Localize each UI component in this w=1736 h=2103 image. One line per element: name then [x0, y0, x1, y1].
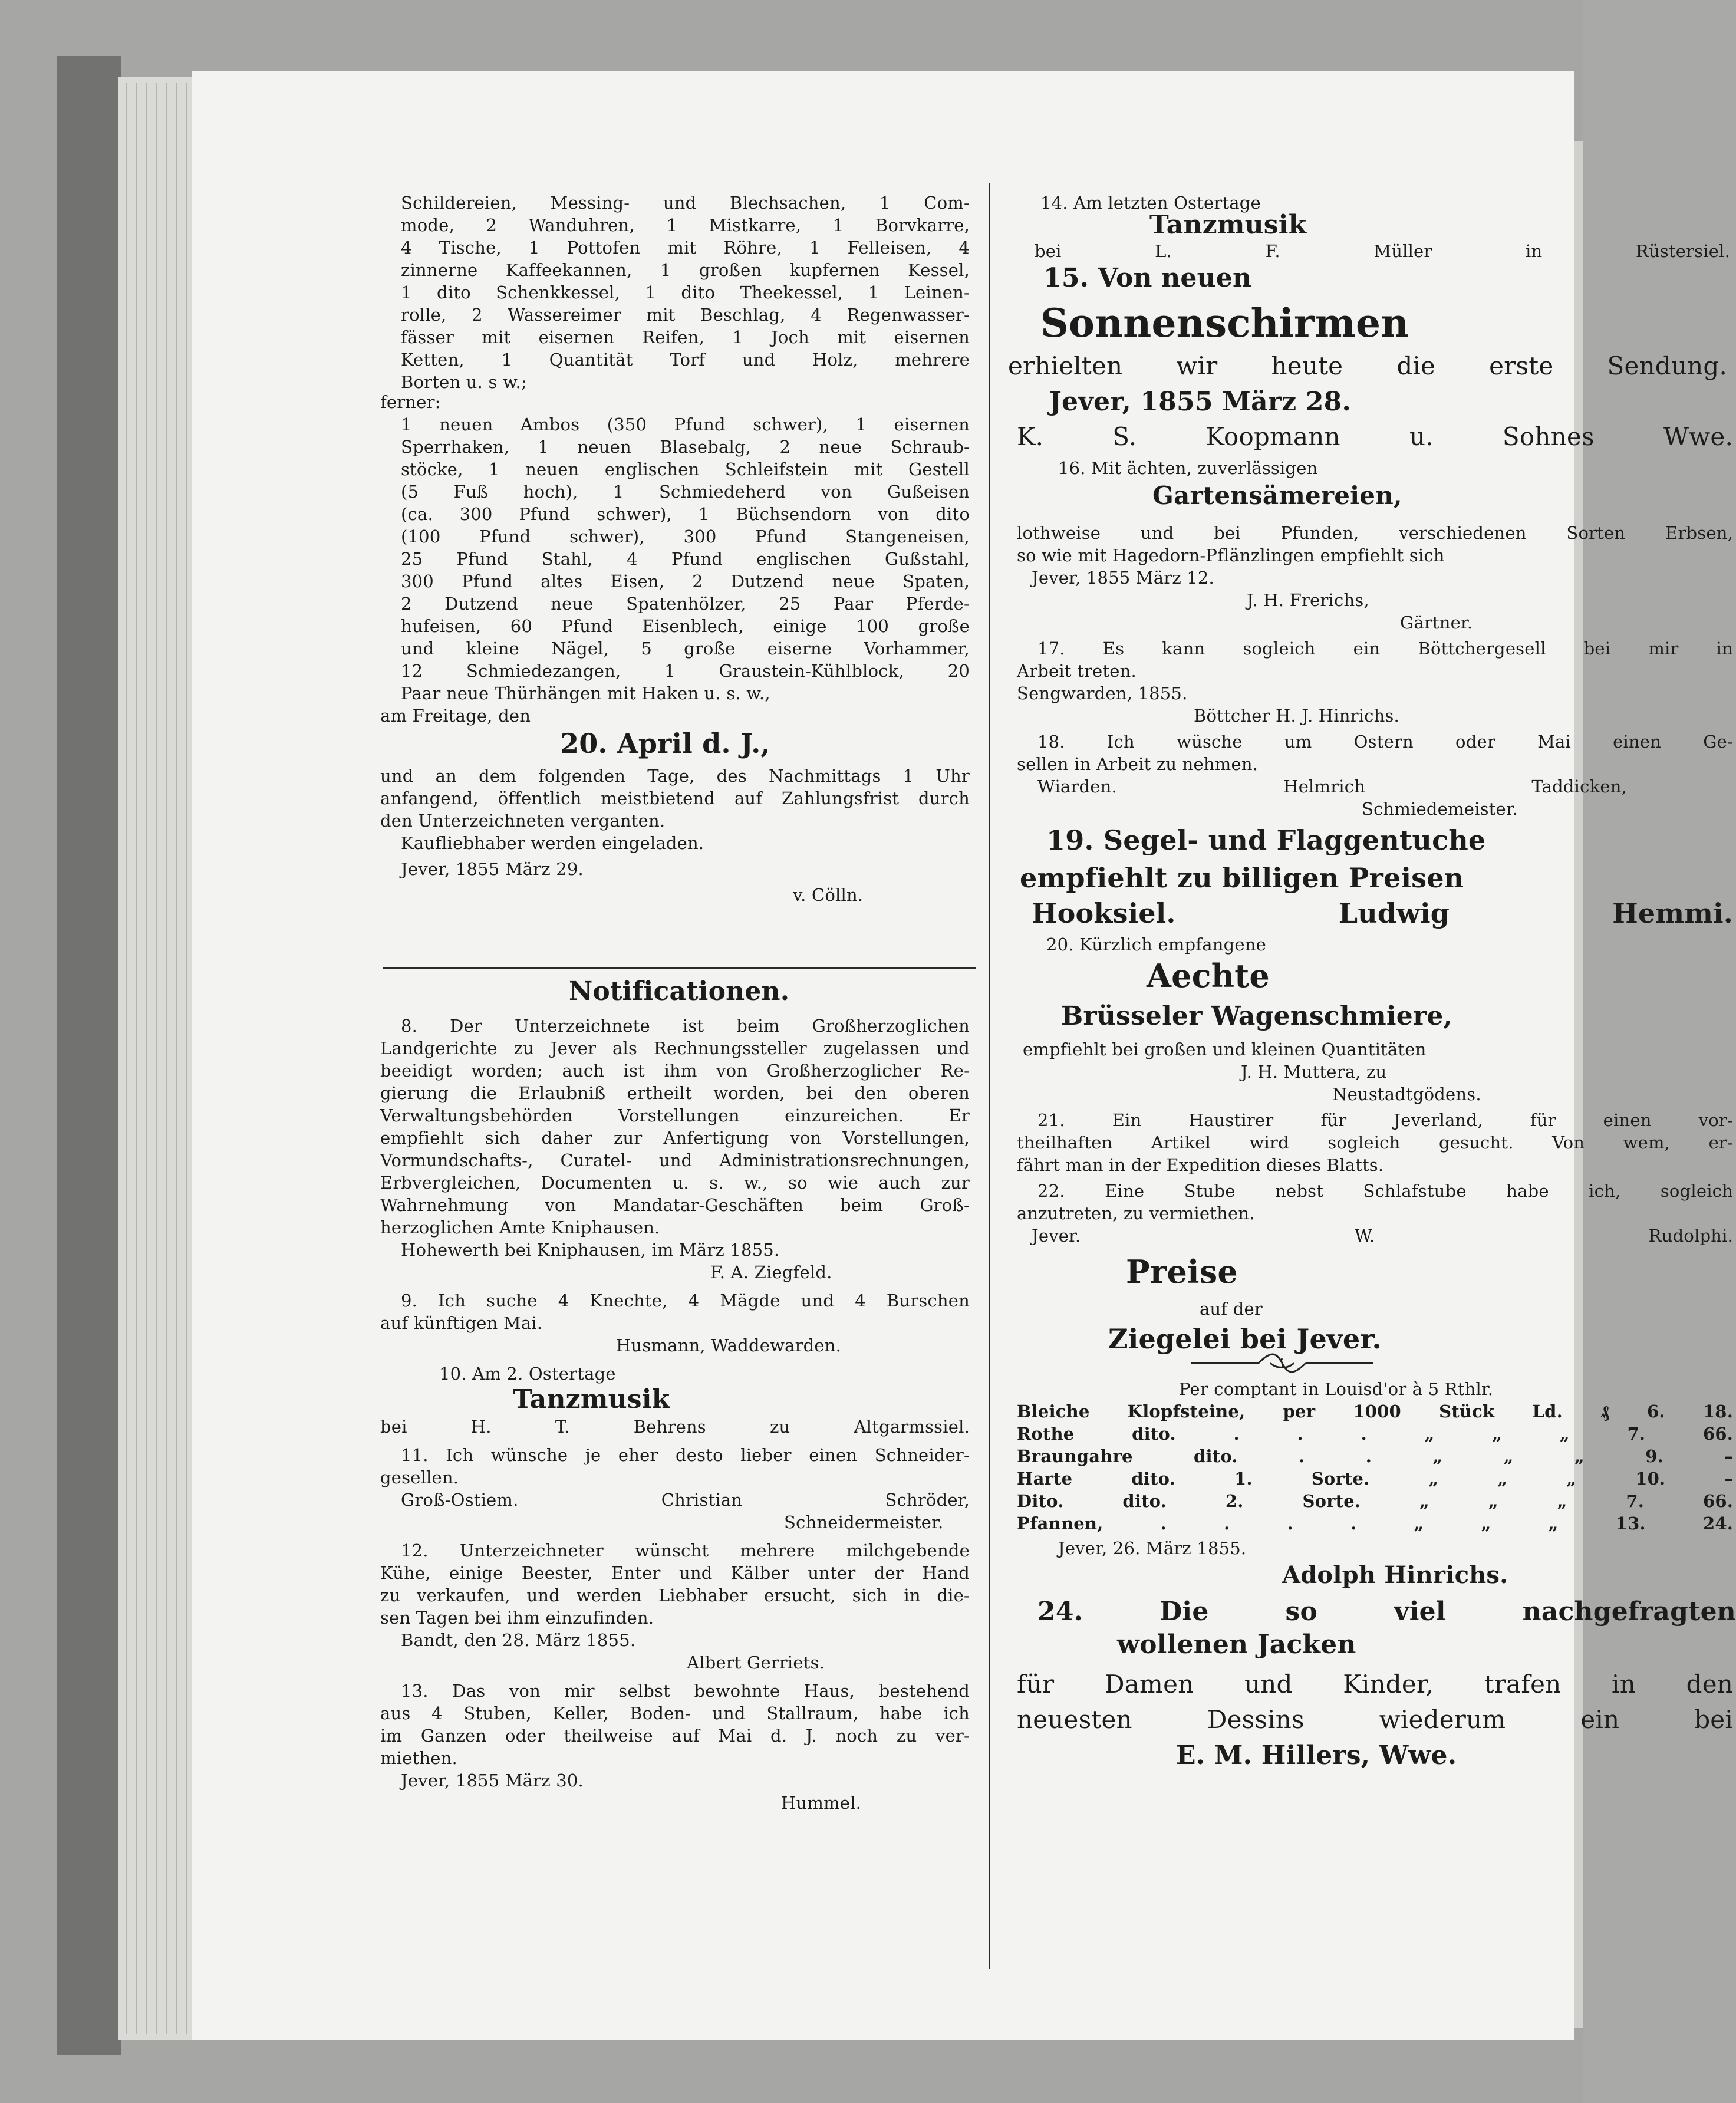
left-col-line-42: Hohewerth bei Kniphausen, im März 1855. — [401, 1240, 780, 1260]
right-col-line-32: 21. Ein Haustirer für Jeverland, für einen vor- — [1037, 1110, 1733, 1130]
left-col-line-6: fässer mit eisernen Reifen, 1 Joch mit eisernen — [401, 327, 970, 347]
left-col-line-59: Albert Gerriets. — [687, 1653, 825, 1673]
left-col-line-41: herzoglichen Amte Kniphausen. — [380, 1217, 660, 1238]
right-col-line-40: Ziegelei bei Jever. — [1108, 1323, 1382, 1355]
left-col-line-33: Landgerichte zu Jever als Rechnungssteller zugelassen und — [380, 1038, 970, 1058]
right-col-line-49: Adolph Hinrichs. — [1282, 1561, 1508, 1589]
left-col-line-4: 1 dito Schenkkessel, 1 dito Theekessel, 1 Leinen- — [401, 282, 970, 302]
left-col-line-54: 12. Unterzeichneter wünscht mehrere milchgebende — [401, 1541, 970, 1561]
left-col-line-11: Sperrhaken, 1 neuen Blasebalg, 2 neue Schraub- — [401, 437, 970, 457]
left-col-line-8: Borten u. s w.; — [401, 372, 527, 392]
left-col-line-36: Verwaltungsbehörden Vorstellungen einzureichen. Er — [380, 1105, 970, 1125]
right-col-line-30: J. H. Muttera, zu — [1241, 1062, 1387, 1082]
left-col-line-24: 20. April d. J., — [560, 728, 770, 759]
right-col-line-27: Aechte — [1147, 957, 1270, 995]
right-col-line-22: Schmiedemeister. — [1362, 799, 1518, 819]
left-col-line-49: bei H. T. Behrens zu Altgarmssiel. — [380, 1417, 970, 1437]
left-col-line-28: Kaufliebhaber werden eingeladen. — [401, 833, 704, 853]
left-col-line-61: aus 4 Stuben, Keller, Boden- und Stallraum, habe ich — [380, 1703, 970, 1723]
left-col-line-5: rolle, 2 Wassereimer mit Beschlag, 4 Regenwasser- — [401, 305, 970, 325]
left-col-line-46: Husmann, Waddewarden. — [616, 1335, 842, 1355]
right-col-line-3: 15. Von neuen — [1043, 263, 1252, 293]
left-col-line-1: mode, 2 Wanduhren, 1 Mistkarre, 1 Borvkarre, — [401, 215, 970, 235]
left-col-line-29: Jever, 1855 März 29. — [401, 859, 584, 879]
left-col-line-13: (5 Fuß hoch), 1 Schmiedeherd von Gußeisen — [401, 482, 970, 502]
left-col-line-14: (ca. 300 Pfund schwer), 1 Büchsendorn von dito — [401, 504, 970, 524]
left-col-line-51: gesellen. — [380, 1467, 459, 1487]
right-col-line-1: Tanzmusik — [1149, 210, 1307, 240]
right-col-line-11: so wie mit Hagedorn-Pflänzlingen empfiehlt sich — [1017, 545, 1445, 565]
right-col-line-54: E. M. Hillers, Wwe. — [1176, 1740, 1457, 1770]
left-col-line-10: 1 neuen Ambos (350 Pfund schwer), 1 eisernen — [401, 414, 970, 435]
left-col-line-50: 11. Ich wünsche je eher desto lieber einen Schneider- — [401, 1445, 970, 1465]
right-col-line-10: lothweise und bei Pfunden, verschiedenen Sorten Erbsen, — [1017, 523, 1733, 543]
left-col-line-20: und kleine Nägel, 5 große eiserne Vorhammer, — [401, 639, 970, 659]
right-col-line-29: empfiehlt bei großen und kleinen Quantitäten — [1023, 1039, 1427, 1059]
right-col-line-15: 17. Es kann sogleich ein Böttchergesell bei mir in — [1037, 639, 1733, 659]
ornament-divider-icon — [1188, 1351, 1376, 1375]
left-col-line-56: zu verkaufen, und werden Liebhaber ersucht, sich in die- — [380, 1585, 970, 1605]
right-col-line-53: neuesten Dessins wiederum ein bei — [1017, 1705, 1733, 1734]
left-col-line-9: ferner: — [380, 392, 441, 412]
left-col-line-45: auf künftigen Mai. — [380, 1313, 543, 1333]
section-rule — [383, 967, 976, 969]
right-col-line-0: 14. Am letzten Ostertage — [1040, 193, 1261, 213]
left-col-line-35: gierung die Erlaubniß ertheilt worden, bei den oberen — [380, 1083, 970, 1103]
left-col-line-26: anfangend, öffentlich meistbietend auf Zahlungsfrist durch — [380, 788, 970, 808]
right-col-line-5: erhielten wir heute die erste Sendung. — [1008, 351, 1727, 380]
left-col-line-22: Paar neue Thürhängen mit Haken u. s. w., — [401, 683, 770, 703]
right-col-line-38: Preise — [1126, 1253, 1238, 1291]
right-col-line-36: anzutreten, zu vermiethen. — [1017, 1203, 1255, 1223]
left-col-line-63: miethen. — [380, 1748, 457, 1768]
right-col-line-28: Brüsseler Wagenschmiere, — [1061, 1001, 1453, 1031]
left-col-line-62: im Ganzen oder theilweise auf Mai d. J. noch zu ver- — [380, 1726, 970, 1746]
right-col-line-19: 18. Ich wüsche um Ostern oder Mai einen Ge- — [1037, 732, 1733, 752]
right-col-line-14: Gärtner. — [1400, 613, 1473, 633]
right-col-line-9: Gartensämereien, — [1152, 481, 1402, 510]
left-col-line-31: Notificationen. — [569, 976, 790, 1006]
left-col-line-17: 300 Pfund altes Eisen, 2 Dutzend neue Spaten, — [401, 571, 970, 591]
left-col-line-34: beeidigt worden; auch ist ihm von Großherzoglicher Re- — [380, 1061, 970, 1081]
newspaper-page — [192, 71, 1736, 2040]
right-col-line-20: sellen in Arbeit zu nehmen. — [1017, 754, 1259, 774]
left-col-line-21: 12 Schmiedezangen, 1 Graustein-Kühlblock, 20 — [401, 661, 970, 681]
right-col-line-45: Harte dito. 1. Sorte. „ „ „ 10. – — [1017, 1469, 1733, 1489]
right-col-line-37: Jever. W. Rudolphi. — [1032, 1226, 1733, 1246]
right-col-line-42: Bleiche Klopfsteine, per 1000 Stück Ld. ₰ 6. 18. — [1017, 1401, 1733, 1421]
left-col-line-15: (100 Pfund schwer), 300 Pfund Stangeneisen, — [401, 526, 970, 547]
left-col-line-53: Schneidermeister. — [784, 1512, 944, 1532]
right-col-line-7: K. S. Koopmann u. Sohnes Wwe. — [1017, 422, 1733, 451]
left-col-line-32: 8. Der Unterzeichnete ist beim Großherzoglichen — [401, 1016, 970, 1036]
right-col-line-43: Rothe dito. . . . „ „ „ 7. 66. — [1017, 1424, 1733, 1444]
right-col-line-26: 20. Kürzlich empfangene — [1046, 934, 1266, 955]
right-col-line-31: Neustadtgödens. — [1332, 1084, 1481, 1104]
right-col-line-52: für Damen und Kinder, trafen in den — [1017, 1670, 1733, 1699]
right-col-line-2: bei L. F. Müller in Rüstersiel. — [1035, 241, 1730, 261]
left-col-line-43: F. A. Ziegfeld. — [710, 1262, 832, 1282]
left-col-line-23: am Freitage, den — [380, 706, 531, 726]
left-col-line-0: Schildereien, Messing- und Blechsachen, 1 Com- — [401, 193, 970, 213]
left-col-line-44: 9. Ich suche 4 Knechte, 4 Mägde und 4 Burschen — [401, 1291, 970, 1311]
right-col-line-21: Wiarden. Helmrich Taddicken, — [1037, 776, 1627, 797]
right-col-line-13: J. H. Frerichs, — [1247, 590, 1369, 610]
column-divider — [989, 183, 990, 1969]
right-col-line-8: 16. Mit ächten, zuverlässigen — [1058, 458, 1318, 478]
right-col-line-23: 19. Segel- und Flaggentuche — [1046, 824, 1486, 856]
right-col-line-44: Braungahre dito. . . „ „ „ 9. – — [1017, 1446, 1733, 1466]
right-col-line-51: wollenen Jacken — [1117, 1630, 1356, 1660]
right-col-line-34: fährt man in der Expedition dieses Blatts. — [1017, 1155, 1384, 1175]
left-col-line-64: Jever, 1855 März 30. — [401, 1770, 584, 1791]
left-col-line-60: 13. Das von mir selbst bewohnte Haus, bestehend — [401, 1681, 970, 1701]
left-col-line-2: 4 Tische, 1 Pottofen mit Röhre, 1 Felleisen, 4 — [401, 238, 970, 258]
right-col-line-6: Jever, 1855 März 28. — [1049, 387, 1352, 417]
left-col-line-52: Groß-Ostiem. Christian Schröder, — [401, 1490, 970, 1510]
left-col-line-47: 10. Am 2. Ostertage — [439, 1364, 616, 1384]
left-col-line-48: Tanzmusik — [513, 1384, 670, 1414]
left-col-line-40: Wahrnehmung von Mandatar-Geschäften beim Groß- — [380, 1195, 970, 1215]
right-col-line-41: Per comptant in Louisd'or à 5 Rthlr. — [1179, 1379, 1494, 1399]
left-col-line-57: sen Tagen bei ihm einzufinden. — [380, 1608, 654, 1628]
left-col-line-37: empfiehlt sich daher zur Anfertigung von Vorstellungen, — [380, 1128, 970, 1148]
left-col-line-65: Hummel. — [781, 1793, 862, 1813]
right-col-line-48: Jever, 26. März 1855. — [1058, 1538, 1247, 1558]
left-col-line-19: hufeisen, 60 Pfund Eisenblech, einige 100 große — [401, 616, 970, 636]
left-col-line-39: Erbvergleichen, Documenten u. s. w., so wie auch zur — [380, 1173, 970, 1193]
right-col-line-33: theilhaften Artikel wird sogleich gesucht. Von wem, er- — [1017, 1133, 1733, 1153]
right-col-line-46: Dito. dito. 2. Sorte. „ „ „ 7. 66. — [1017, 1491, 1733, 1511]
left-col-line-38: Vormundschafts-, Curatel- und Administrationsrechnungen, — [380, 1150, 970, 1170]
right-col-line-17: Sengwarden, 1855. — [1017, 683, 1188, 703]
right-col-line-25: Hooksiel. Ludwig Hemmi. — [1032, 897, 1733, 929]
left-col-line-7: Ketten, 1 Quantität Torf und Holz, mehrere — [401, 350, 970, 370]
left-col-line-55: Kühe, einige Beester, Enter und Kälber unter der Hand — [380, 1563, 970, 1583]
right-col-line-18: Böttcher H. J. Hinrichs. — [1194, 706, 1399, 726]
right-col-line-16: Arbeit treten. — [1017, 661, 1137, 681]
left-col-line-58: Bandt, den 28. März 1855. — [401, 1630, 636, 1650]
left-col-line-25: und an dem folgenden Tage, des Nachmittags 1 Uhr — [380, 766, 970, 786]
right-col-line-24: empfiehlt zu billigen Preisen — [1020, 862, 1464, 894]
right-col-line-50: 24. Die so viel nachgefragten — [1037, 1597, 1736, 1627]
left-col-line-16: 25 Pfund Stahl, 4 Pfund englischen Gußstahl, — [401, 549, 970, 569]
right-col-line-35: 22. Eine Stube nebst Schlafstube habe ich, sogleich — [1037, 1181, 1733, 1201]
book-spine-cover — [57, 56, 121, 2055]
left-col-line-3: zinnerne Kaffeekannen, 1 großen kupfernen Kessel, — [401, 260, 970, 280]
left-col-line-18: 2 Dutzend neue Spatenhölzer, 25 Paar Pferde- — [401, 594, 970, 614]
right-col-line-4: Sonnenschirmen — [1040, 300, 1409, 346]
right-col-line-39: auf der — [1200, 1299, 1263, 1319]
right-col-line-47: Pfannen, . . . . „ „ „ 13. 24. — [1017, 1513, 1733, 1533]
left-col-line-12: stöcke, 1 neuen englischen Schleifstein mit Gestell — [401, 459, 970, 479]
left-col-line-27: den Unterzeichneten verganten. — [380, 811, 666, 831]
left-col-line-30: v. Cölln. — [793, 885, 864, 905]
right-col-line-12: Jever, 1855 März 12. — [1032, 568, 1214, 588]
